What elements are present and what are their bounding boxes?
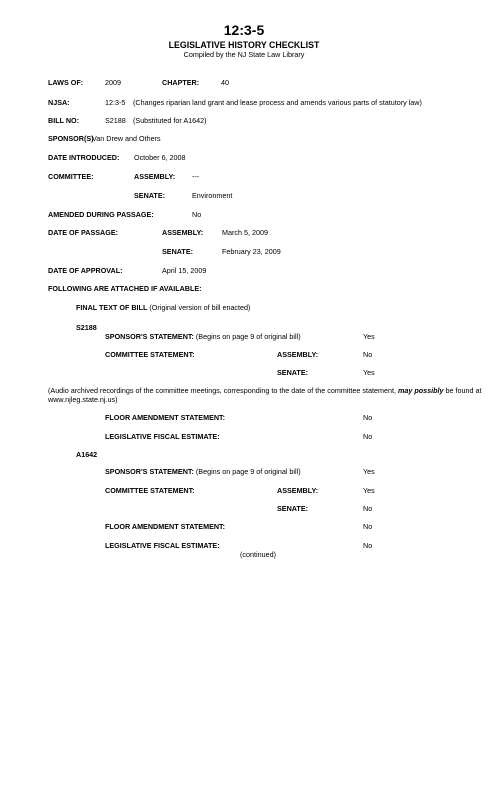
- final-text-row: [76, 303, 250, 312]
- a1642-sponsor-note: (Begins on page 9 of original bill): [195, 467, 301, 476]
- a1642-fiscal-value: No: [363, 541, 373, 550]
- audio-note-emphasis: may possibly: [397, 386, 444, 395]
- s2188-fiscal-value: No: [363, 432, 373, 441]
- passage-senate-value: February 23, 2009: [222, 247, 281, 256]
- committee-assembly-value: ---: [192, 172, 200, 181]
- s2188-floor-value: No: [363, 413, 373, 422]
- a1642-sponsor-row: [105, 467, 301, 476]
- a1642-assembly-value: Yes: [363, 486, 375, 495]
- a1642-bill-label: A1642: [76, 450, 98, 459]
- a1642-senate-value: No: [363, 504, 373, 513]
- audio-archive-note: [48, 386, 488, 404]
- committee-senate-label: SENATE:: [134, 191, 166, 200]
- committee-label: COMMITTEE:: [48, 172, 94, 181]
- date-of-approval-label: DATE OF APPROVAL:: [48, 266, 123, 275]
- a1642-floor-label: FLOOR AMENDMENT STATEMENT:: [105, 522, 226, 531]
- s2188-bill-label: S2188: [76, 323, 97, 332]
- njsa-label: NJSA:: [48, 98, 70, 107]
- chapter-label: CHAPTER:: [162, 78, 200, 87]
- committee-senate-value: Environment: [192, 191, 233, 200]
- a1642-floor-value: No: [363, 522, 373, 531]
- s2188-assembly-value: No: [363, 350, 373, 359]
- laws-of-label: LAWS OF:: [48, 78, 84, 87]
- attached-heading: FOLLOWING ARE ATTACHED IF AVAILABLE:: [48, 284, 202, 293]
- date-introduced-label: DATE INTRODUCED:: [48, 153, 120, 162]
- final-text-note: (Original version of bill enacted): [149, 303, 251, 312]
- sponsors-label: SPONSOR(S): [48, 134, 94, 143]
- document-number: 12:3-5: [223, 22, 265, 38]
- a1642-sponsor-value: Yes: [363, 467, 375, 476]
- s2188-sponsor-note: (Begins on page 9 of original bill): [195, 332, 301, 341]
- bill-no-label: BILL NO:: [48, 116, 80, 125]
- continued-note: (continued): [240, 550, 276, 559]
- date-of-passage-label: DATE OF PASSAGE:: [48, 228, 119, 237]
- s2188-sponsor-row: [105, 332, 301, 341]
- document-title: LEGISLATIVE HISTORY CHECKLIST: [168, 40, 320, 50]
- s2188-senate-label: SENATE:: [277, 368, 309, 377]
- njsa-value: 12:3-5: [105, 98, 126, 107]
- audio-note-part-1: (Audio archived recordings of the committee meetings, corresponding to the date of the committee statement,: [48, 386, 396, 395]
- s2188-floor-label: FLOOR AMENDMENT STATEMENT:: [105, 413, 226, 422]
- s2188-fiscal-label: LEGISLATIVE FISCAL ESTIMATE:: [105, 432, 220, 441]
- a1642-fiscal-label: LEGISLATIVE FISCAL ESTIMATE:: [105, 541, 220, 550]
- chapter-value: 40: [221, 78, 229, 87]
- final-text-label: FINAL TEXT OF BILL: [76, 303, 148, 312]
- committee-assembly-label: ASSEMBLY:: [134, 172, 176, 181]
- sponsors-value: Van Drew and Others: [92, 134, 161, 143]
- laws-of-value: 2009: [105, 78, 121, 87]
- a1642-committee-label: COMMITTEE STATEMENT:: [105, 486, 195, 495]
- njsa-description: (Changes riparian land grant and lease process and amends various parts of statutory law): [133, 98, 422, 107]
- passage-senate-label: SENATE:: [162, 247, 194, 256]
- bill-no-note: (Substituted for A1642): [133, 116, 207, 125]
- a1642-sponsor-label: SPONSOR'S STATEMENT:: [105, 467, 194, 476]
- s2188-assembly-label: ASSEMBLY:: [277, 350, 319, 359]
- date-of-approval-value: April 15, 2009: [162, 266, 207, 275]
- audio-note-part-2: be found at www.njleg.state.nj.us): [48, 386, 482, 404]
- s2188-sponsor-value: Yes: [363, 332, 375, 341]
- passage-assembly-label: ASSEMBLY:: [162, 228, 204, 237]
- bill-no-value: S2188: [105, 116, 126, 125]
- a1642-assembly-label: ASSEMBLY:: [277, 486, 319, 495]
- s2188-sponsor-label: SPONSOR'S STATEMENT:: [105, 332, 194, 341]
- amended-label: AMENDED DURING PASSAGE:: [48, 210, 154, 219]
- date-introduced-value: October 6, 2008: [134, 153, 186, 162]
- document-subtitle: Compiled by the NJ State Law Library: [183, 50, 305, 59]
- a1642-senate-label: SENATE:: [277, 504, 309, 513]
- amended-value: No: [192, 210, 202, 219]
- passage-assembly-value: March 5, 2009: [222, 228, 268, 237]
- s2188-committee-label: COMMITTEE STATEMENT:: [105, 350, 195, 359]
- s2188-senate-value: Yes: [363, 368, 375, 377]
